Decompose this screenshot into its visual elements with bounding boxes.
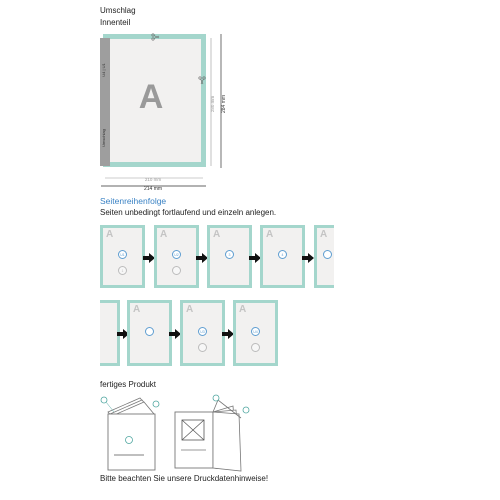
page-thumb [154,225,199,288]
footer-note: Bitte beachten Sie unsere Druckdatenhinweise! [100,474,269,483]
arrow-right-icon [302,253,314,263]
open-book [175,395,249,471]
page-thumb [233,300,278,366]
page-number-circle: U3 [198,327,207,336]
trim-width-label: 210 mm [144,177,162,182]
inner-label: Innenteil [100,18,131,27]
page-thumb-partial [314,225,334,288]
page-number-circle: U2 [172,250,181,259]
page-number-circle: 4 [278,250,287,259]
closed-book [101,397,159,470]
spine-label: U4 | U1 [101,63,106,77]
page-number-circle: U1 [118,250,127,259]
page-letter: A [186,304,194,315]
page-letter: A [133,304,141,315]
page-letter: A [106,229,114,240]
page-thumb [100,225,145,288]
cover-label: Umschlag [100,6,136,15]
bleed-width-label: 214 mm [143,186,163,192]
spine-label: Umschlag [101,129,106,147]
page-thumb [180,300,225,366]
bleed-height-label: 284 mm [221,94,227,114]
page-letter: A [266,229,274,240]
page-letter: A [320,229,328,240]
page-letter: A [213,229,221,240]
page-thumb [260,225,305,288]
page-number-circle: 1 [118,266,127,275]
page-number-circle [323,250,332,259]
finished-product-illustration [98,392,268,477]
trim-height-label: 280 mm [210,95,215,113]
page-thumb [127,300,172,366]
page-number-circle: 3 [225,250,234,259]
product-title: fertiges Produkt [100,380,157,389]
page-number-circle [251,343,260,352]
page-letter: A [160,229,168,240]
page-letter: A [239,304,247,315]
page-number-circle [145,327,154,336]
page-thumb [207,225,252,288]
page-number-circle: U4 [251,327,260,336]
page-number-circle [172,266,181,275]
sequence-text: Seiten unbedingt fortlaufend und einzeln anlegen. [100,208,277,217]
page-number-circle [198,343,207,352]
format-diagram [95,28,235,193]
sequence-title: Seitenreihenfolge [100,196,167,206]
page-letter: A [138,78,164,116]
